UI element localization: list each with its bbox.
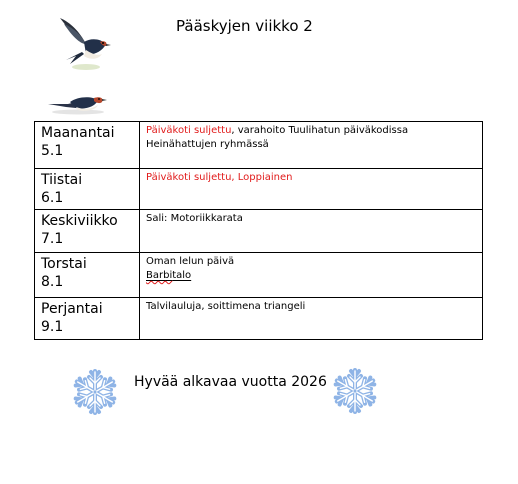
- day-date: 9.1: [41, 319, 64, 335]
- flying-swallow-icon: [56, 14, 112, 72]
- day-cell: [35, 169, 140, 210]
- table-row: [35, 210, 483, 253]
- day-date: 6.1: [41, 190, 64, 206]
- snowflake-icon: [330, 366, 380, 416]
- snowflake-icon: [70, 367, 120, 417]
- table-row: [35, 253, 483, 298]
- day-notes: [140, 253, 483, 298]
- day-notes: [140, 122, 483, 169]
- day-cell: [35, 253, 140, 298]
- note-line: Sali: Motoriikkarata: [146, 213, 243, 224]
- note-line: Oman lelun päivä: [146, 256, 235, 267]
- note-line: Heinähattujen ryhmässä: [146, 139, 269, 150]
- perched-swallow-icon: [46, 92, 108, 116]
- note-line: [146, 269, 482, 283]
- day-notes: [140, 169, 483, 210]
- page-title: Pääskyjen viikko 2: [176, 17, 313, 35]
- closed-notice: Päiväkoti suljettu: [146, 125, 232, 136]
- day-cell: [35, 122, 140, 169]
- closed-notice: Päiväkoti suljettu, Loppiainen: [146, 172, 293, 183]
- day-cell: [35, 210, 140, 253]
- table-row: [35, 298, 483, 340]
- week-schedule-table: [34, 121, 483, 340]
- note-text: talo: [172, 270, 192, 281]
- day-cell: [35, 298, 140, 340]
- table-row: [35, 122, 483, 169]
- note-line: [146, 124, 482, 138]
- day-name: Tiistai: [41, 172, 83, 188]
- table-row: [35, 169, 483, 210]
- day-date: 5.1: [41, 143, 64, 159]
- day-notes: [140, 298, 483, 340]
- spellcheck-flagged-word: Barbi: [146, 270, 173, 281]
- day-date: 7.1: [41, 231, 64, 247]
- day-name: Keskiviikko: [41, 213, 118, 229]
- day-name: Maanantai: [41, 125, 115, 141]
- note-text: , varahoito Tuulihatun päiväkodissa: [231, 125, 409, 136]
- note-line: Talvilauluja, soittimena triangeli: [146, 301, 306, 312]
- day-date: 8.1: [41, 274, 64, 290]
- day-name: Perjantai: [41, 301, 103, 317]
- new-year-greeting: Hyvää alkavaa vuotta 2026: [134, 374, 327, 390]
- day-notes: [140, 210, 483, 253]
- day-name: Torstai: [41, 256, 87, 272]
